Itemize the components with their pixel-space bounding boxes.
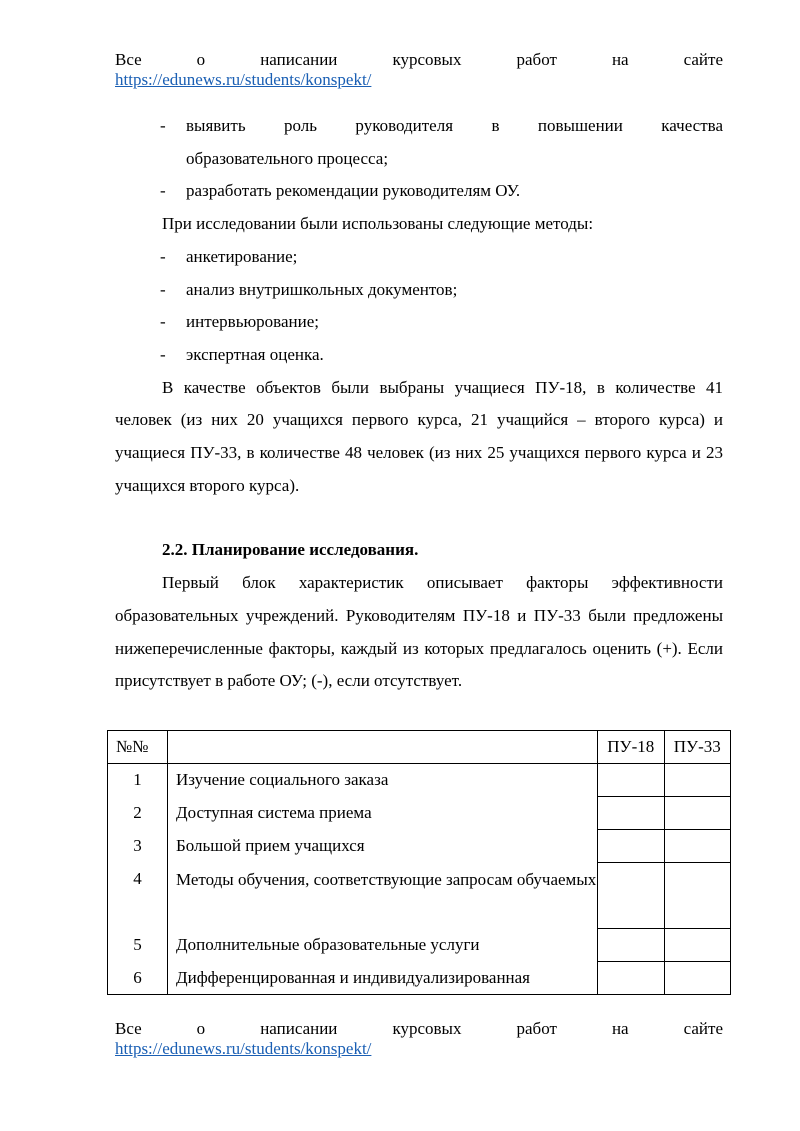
pu33-cell <box>664 764 731 797</box>
table-header-pu33: ПУ-33 <box>664 731 731 764</box>
table-row: 2 Доступная система приема <box>108 797 731 830</box>
document-body <box>115 110 723 698</box>
section-heading: 2.2. Планирование исследования. <box>162 540 419 560</box>
pu33-cell <box>664 797 731 830</box>
table-header-row <box>108 731 731 764</box>
methods-intro: При исследовании были использованы следующие методы: <box>162 214 594 234</box>
pu18-cell <box>598 863 664 929</box>
pu18-cell <box>598 764 664 797</box>
table-row: 3 Большой прием учащихся <box>108 830 731 863</box>
page-footer <box>115 1019 723 1059</box>
list-item: - разработать рекомендации руководителям ОУ. <box>160 181 521 201</box>
header-text: Все о написании курсовых работ на сайте <box>115 50 723 69</box>
pu18-cell <box>598 929 664 962</box>
pu33-cell <box>664 830 731 863</box>
method-item: - анализ внутришкольных документов; <box>160 279 458 299</box>
footer-text: Все о написании курсовых работ на сайте <box>115 1019 723 1038</box>
table-row: 1 Изучение социального заказа <box>108 764 731 797</box>
table-header-pu18: ПУ-18 <box>598 731 664 764</box>
method-item: - анкетирование; <box>160 246 298 266</box>
pu33-cell <box>664 863 731 929</box>
pu18-cell <box>598 962 664 995</box>
list-item: - выявить роль руководителя в повышении качества <box>160 116 723 135</box>
section-paragraph: Первый блок характеристик описывает факторы эффективности образовательных учреждений. Руководителям ПУ-18 и ПУ-33 были предложены нижеперечисленные факторы, каждый из которых предлагалось оценить (+). Если присутствует в работе ОУ; (-), если отсутствует. <box>115 573 723 691</box>
pu33-cell <box>664 929 731 962</box>
header-link[interactable]: https://edunews.ru/students/konspekt/ <box>115 70 372 89</box>
method-item: - интервьюрование; <box>160 312 319 332</box>
table-header-factor <box>168 731 598 764</box>
method-item: - экспертная оценка. <box>160 344 324 364</box>
table-row: 6 Дифференцированная и индивидуализированная <box>108 962 731 995</box>
page-header <box>115 50 723 90</box>
pu18-cell <box>598 797 664 830</box>
pu18-cell <box>598 830 664 863</box>
footer-link[interactable]: https://edunews.ru/students/konspekt/ <box>115 1039 372 1058</box>
objects-paragraph: В качестве объектов были выбраны учащиеся ПУ-18, в количестве 41 человек (из них 20 учащихся первого курса, 21 учащийся – второго курса) и учащиеся ПУ-33, в количестве 48 человек (из них 25 учащихся первого курса и 23 учащихся второго курса). <box>115 377 723 495</box>
pu33-cell <box>664 962 731 995</box>
factors-table <box>107 730 731 995</box>
table-row: 4 Методы обучения, соответствующие запросам обучаемых <box>108 863 731 929</box>
table-header-num: №№ <box>108 731 168 764</box>
table-row: 5 Дополнительные образовательные услуги <box>108 929 731 962</box>
list-item-continuation: образовательного процесса; <box>186 148 389 168</box>
